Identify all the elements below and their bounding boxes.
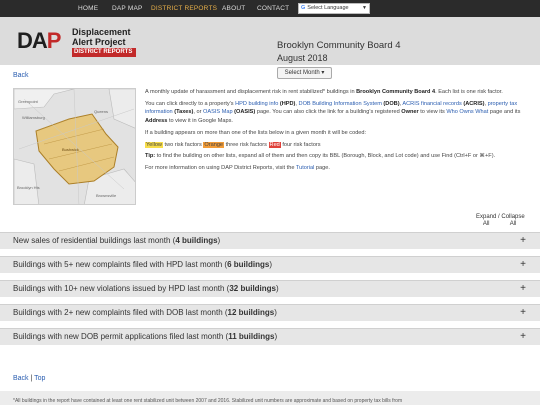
tip-label: Tip:	[145, 153, 156, 160]
intro-text-segment: page. You can also click the link for a building's registered	[255, 109, 402, 116]
logo-line-1: Displacement	[72, 27, 131, 37]
dob-link[interactable]: DOB Building Information System	[298, 100, 382, 107]
section-title-text: )	[269, 260, 272, 269]
expand-all-label: Expand	[476, 214, 497, 220]
footnote: *All buildings in the report have contained at least one rent stabilized unit between 2007 and 2016. Stabilized unit numbers are approximate and based on property tax bills from	[13, 398, 403, 404]
logo-badge: DISTRICT REPORTS	[72, 48, 136, 57]
collapse-all-button[interactable]	[501, 214, 524, 228]
oasis-link[interactable]: OASIS Map	[203, 109, 233, 116]
legend-yellow-swatch: Yellow	[146, 141, 162, 148]
chevron-down-icon: ▼	[362, 5, 367, 11]
top-link[interactable]: Top	[34, 375, 46, 382]
map-label: Brownsville	[96, 193, 117, 198]
intro-text-segment: page.	[314, 164, 330, 171]
hpd-link[interactable]: HPD building info	[235, 100, 279, 107]
dap-logo[interactable]	[17, 26, 60, 56]
expand-collapse-controls	[476, 214, 536, 228]
section-count: 6 buildings	[227, 260, 270, 269]
risk-sections	[0, 232, 540, 352]
tutorial-link[interactable]: Tutorial	[295, 164, 315, 171]
plus-icon[interactable]: +	[520, 283, 526, 294]
acris-abbr: (ACRIS)	[461, 100, 485, 107]
dob-abbr: (DOB)	[381, 100, 400, 107]
section-title	[13, 329, 277, 345]
expand-all-button[interactable]	[476, 214, 496, 228]
google-icon: G	[301, 5, 306, 11]
section-count: 12 buildings	[227, 308, 275, 317]
footer-links	[13, 375, 45, 382]
map-label: Williamsburg	[22, 115, 45, 120]
section-count: 32 buildings	[229, 284, 276, 293]
intro-text-segment: . Each list is one risk factor.	[435, 89, 503, 95]
nav-district-reports[interactable]: DISTRICT REPORTS	[151, 5, 218, 12]
section-title-text: Buildings with new DOB permit applications filed last month (	[13, 332, 229, 341]
section-title	[13, 305, 277, 321]
intro-text-segment: to view its	[418, 109, 447, 116]
nav-dap-map[interactable]: DAP MAP	[112, 5, 143, 12]
expand-all-label-2: All	[482, 221, 490, 227]
intro-paragraph-2	[145, 100, 527, 126]
who-owns-what-link[interactable]: Who Owns What	[446, 109, 489, 116]
map-label: Bushwick	[62, 147, 79, 152]
top-nav	[0, 0, 540, 17]
intro-board-name: Brooklyn Community Board 4	[356, 89, 436, 95]
separator: ,	[484, 100, 488, 107]
nav-home[interactable]: HOME	[78, 5, 99, 12]
intro-text-segment: page and its	[488, 109, 521, 116]
intro-text-segment: You can click directly to a property's	[145, 100, 236, 107]
select-month-label: Select Month	[284, 70, 320, 76]
plus-icon[interactable]: +	[520, 235, 526, 246]
intro-paragraph-1	[145, 88, 527, 97]
section-title-text: Buildings with 10+ new violations issued by HPD last month (	[13, 284, 230, 293]
intro-text-segment: For more information on using DAP District Reports, visit the	[145, 164, 296, 171]
section-hpd-violations[interactable]	[0, 280, 540, 297]
back-link-bottom[interactable]: Back	[13, 375, 29, 382]
intro-text-segment: to view it in Google Maps.	[167, 118, 233, 125]
nav-about[interactable]: ABOUT	[222, 5, 246, 12]
section-title-text: )	[217, 236, 221, 245]
address-term: Address	[145, 118, 168, 125]
map-label: Queens	[94, 109, 109, 114]
risk-legend	[145, 141, 527, 150]
section-title	[13, 281, 279, 297]
intro-paragraph-5	[145, 164, 527, 173]
section-new-sales[interactable]	[0, 232, 540, 249]
section-title	[13, 257, 272, 273]
legend-yellow-text: two risk factors	[162, 141, 202, 148]
page-title: Brooklyn Community Board 4	[277, 40, 401, 51]
oasis-abbr: (OASIS)	[232, 109, 256, 116]
legend-orange-swatch: Orange	[204, 141, 224, 148]
map-label: Greenpoint	[18, 99, 38, 104]
section-dob-permits[interactable]	[0, 328, 540, 345]
section-title-text: New sales of residential buildings last month (	[13, 236, 176, 245]
legend-red-swatch: Red	[269, 141, 280, 148]
logo-text-accent: P	[46, 28, 61, 53]
section-title-text: )	[274, 308, 277, 317]
section-count: 11 buildings	[228, 332, 275, 341]
tip-text: to find the building on other lists, expand all of them and then copy its BBL (Borough, Block, and Lot code) and use Find (Ctrl+F or ⌘+F).	[155, 153, 496, 160]
map-label: Brooklyn Hts	[17, 185, 40, 190]
separator: ,	[295, 100, 299, 107]
footer-separator: |	[28, 375, 35, 382]
hpd-abbr: (HPD)	[278, 100, 296, 107]
intro-paragraph-3: If a building appears on more than one of the lists below in a given month it will be coded:	[145, 129, 367, 136]
language-select-label: Select Language	[307, 5, 349, 11]
report-month: August 2018	[277, 53, 328, 63]
plus-icon[interactable]: +	[520, 259, 526, 270]
section-hpd-complaints[interactable]	[0, 256, 540, 273]
separator: , or	[193, 109, 204, 116]
plus-icon[interactable]: +	[520, 307, 526, 318]
back-link-top[interactable]: Back	[13, 72, 29, 79]
collapse-all-label-2: All	[509, 221, 517, 227]
separator: ,	[399, 100, 403, 107]
intro-text-segment: A monthly update of harassment and displacement risk in rent stabilized* buildings in	[145, 89, 357, 95]
language-select[interactable]	[298, 3, 370, 14]
section-title-text: Buildings with 5+ new complaints filed with HPD last month (	[13, 260, 228, 269]
expand-collapse-separator: /	[498, 214, 500, 220]
section-title-text: )	[276, 284, 279, 293]
district-map[interactable]	[13, 88, 136, 205]
section-count: 4 buildings	[175, 236, 218, 245]
owner-term: Owner	[401, 109, 419, 116]
taxes-link[interactable]: property tax information	[145, 100, 518, 116]
section-title	[13, 233, 220, 249]
acris-link[interactable]: ACRIS financial records	[402, 100, 462, 107]
legend-red-text: four risk factors	[280, 141, 321, 148]
section-dob-complaints[interactable]	[0, 304, 540, 321]
taxes-abbr: (Taxes)	[172, 109, 194, 116]
legend-orange-text: three risk factors	[224, 141, 267, 148]
collapse-all-label: Collapse	[501, 214, 525, 220]
select-month-button[interactable]	[277, 67, 332, 79]
section-title-text: )	[274, 332, 278, 341]
nav-contact[interactable]: CONTACT	[257, 5, 290, 12]
tip-paragraph	[145, 152, 527, 161]
intro-text	[145, 88, 527, 176]
caret-down-icon: ▾	[321, 70, 325, 76]
logo-text-main: DA	[17, 28, 47, 53]
plus-icon[interactable]: +	[520, 331, 526, 342]
logo-line-2: Alert Project	[72, 37, 126, 47]
section-title-text: Buildings with 2+ new complaints filed with DOB last month (	[13, 308, 228, 317]
